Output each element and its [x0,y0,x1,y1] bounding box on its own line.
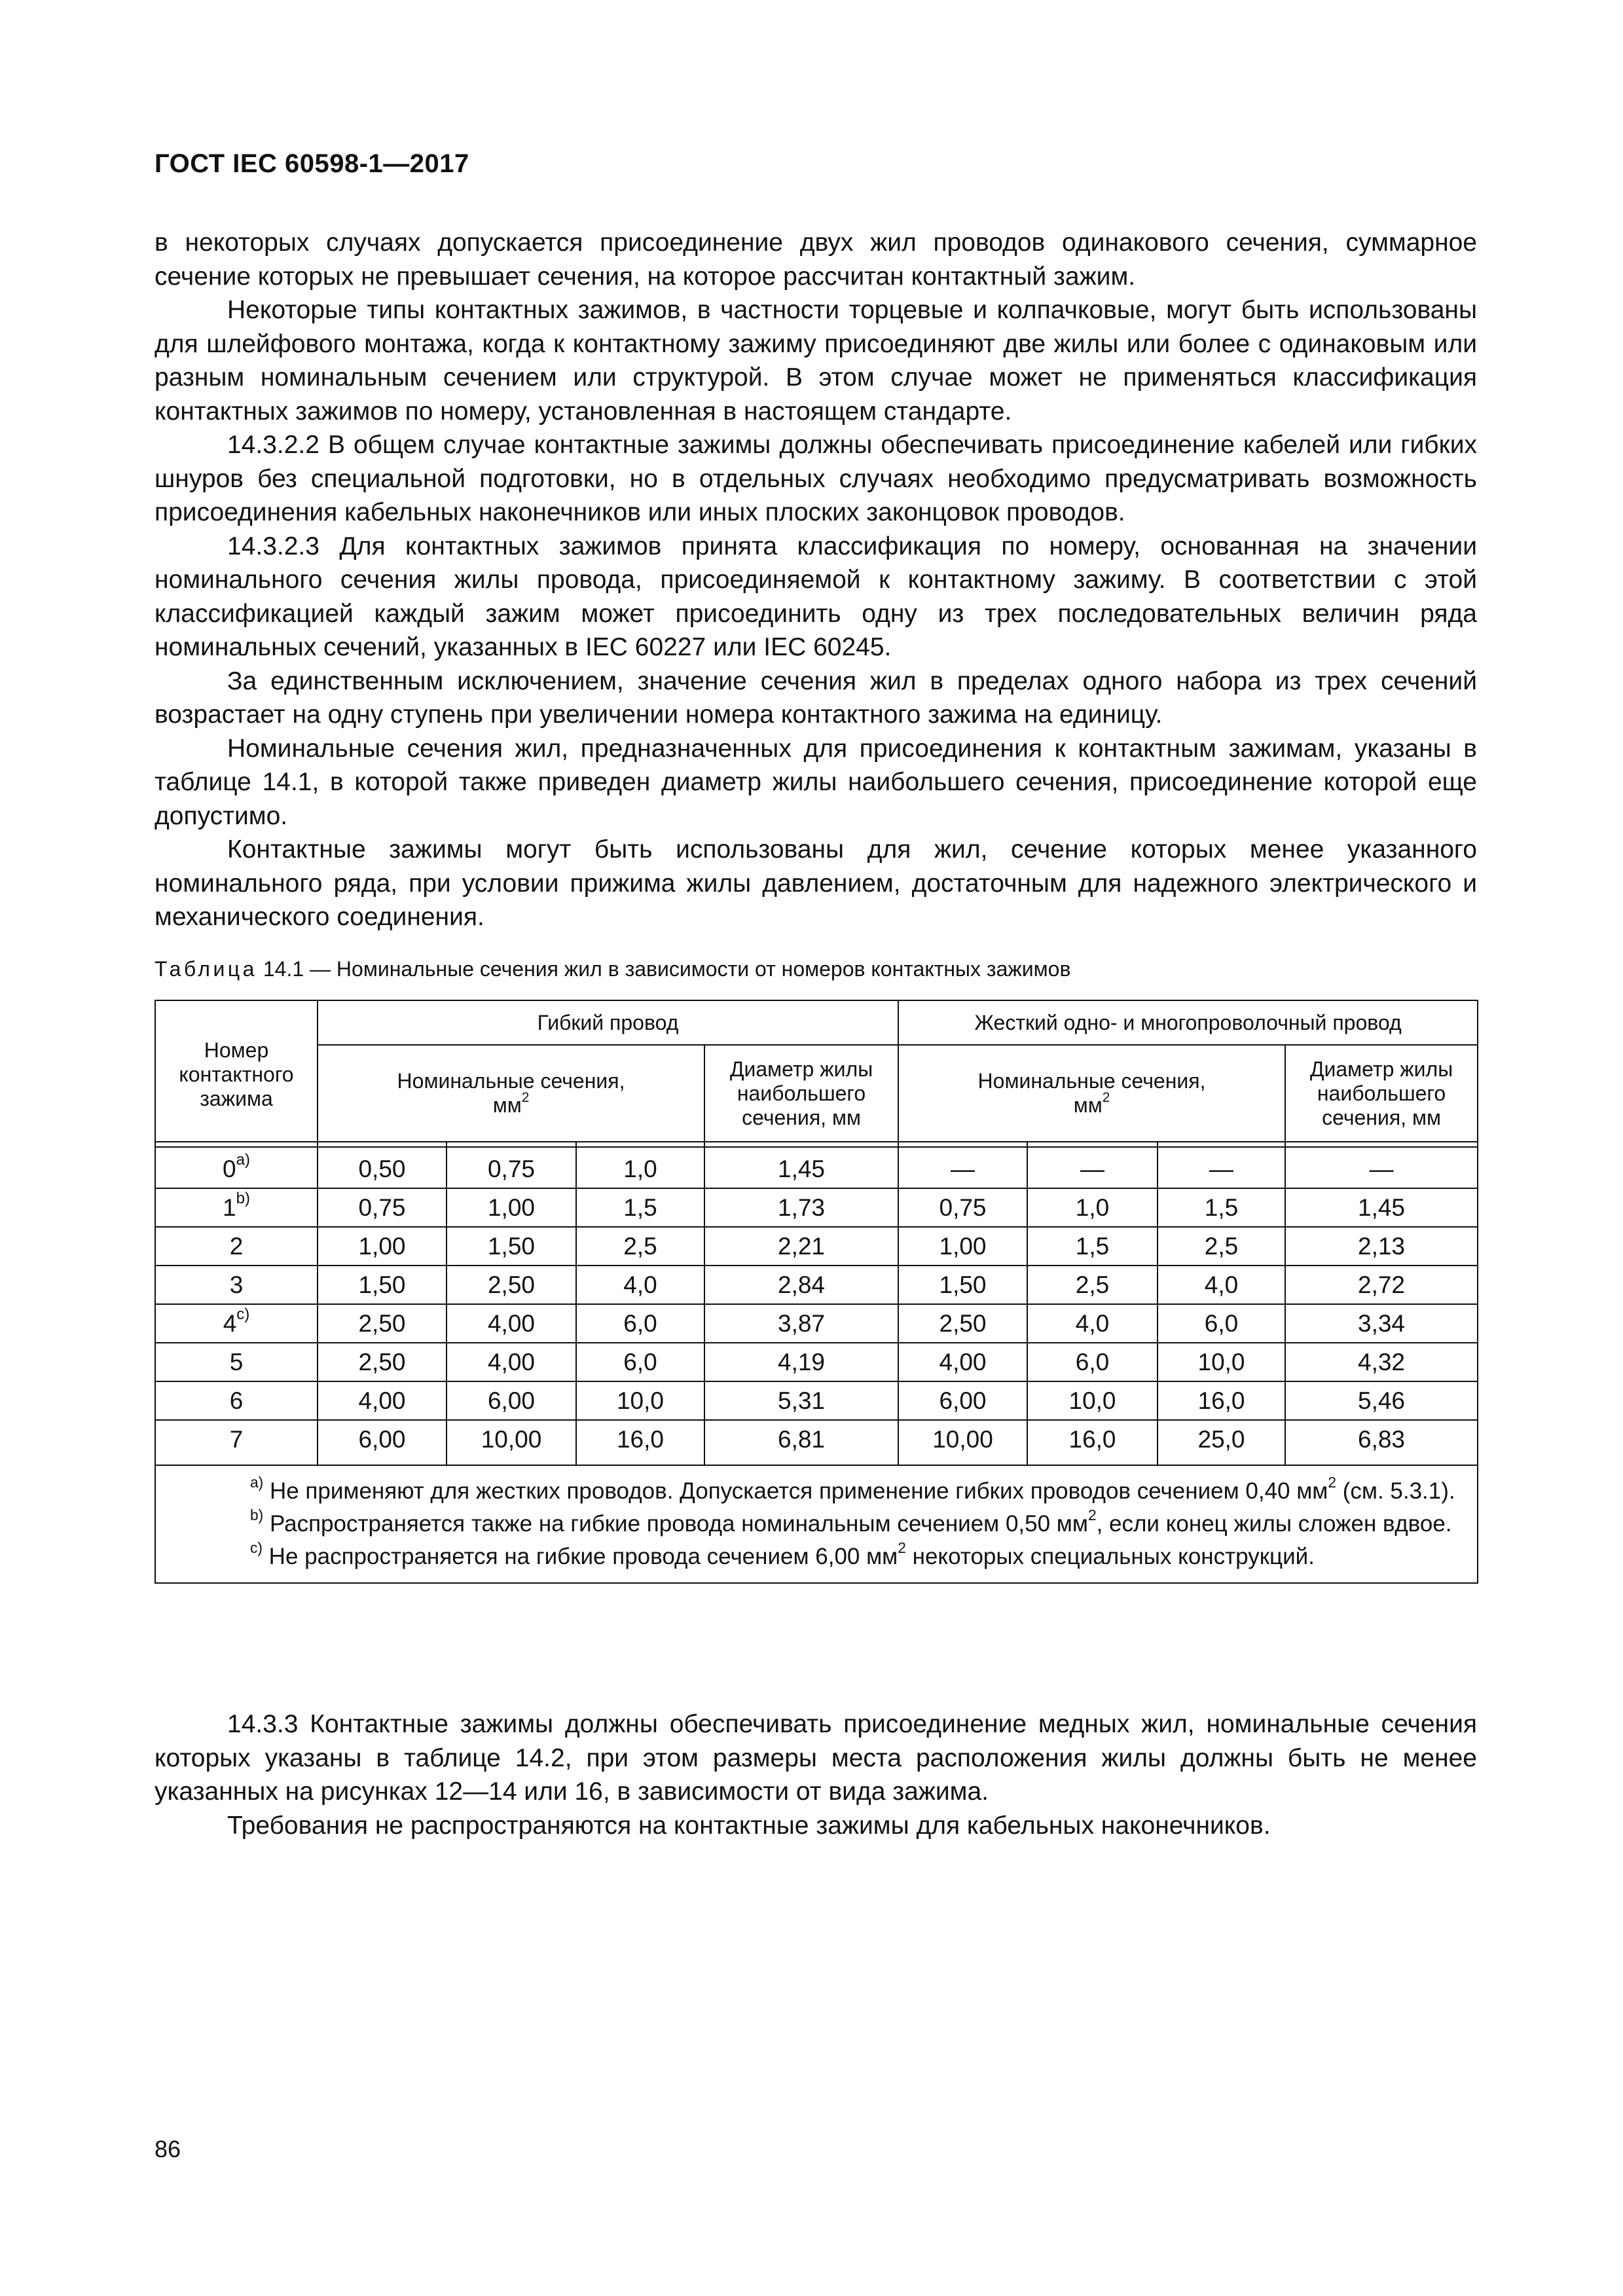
footnote-a: $^{a)}$ Не применяют для жестких проводов. Допускается применение гибких проводов сечением 0,40 $мм^2$ (см. 5.3.1). [250,1473,1455,1504]
table-row: 4$^{c)}$ 2,50 4,00 6,0 3,87 2,50 4,0 6,0 3,34 [155,1304,1478,1343]
table-caption-text: 14.1 — Номинальные сечения жил в зависимости от номеров контактных зажимов [257,957,1071,981]
table-row: 1$^{b)}$ 0,75 1,00 1,5 1,73 0,75 1,0 1,5 1,45 [155,1188,1478,1227]
paragraph: Требования не распространяются на контактные зажимы для кабельных наконечников. [227,1811,1271,1840]
document-header: ГОСТ IEC 60598-1—2017 [155,149,469,178]
paragraph: 14.3.2.3 Для контактных зажимов принята классификация по номеру, основанная на значении номинального сечения жилы провода, присоединяемой к контактному зажиму. В соответствии с этой классификацией каждый зажим может присоединить одну из трех последовательных величин ряда номинальных сечений, указанных в IEC 60227 или IEC 60245. [155,532,1477,661]
paragraph: Контактные зажимы могут быть использованы для жил, сечение которых менее указанного номинального ряда, при условии прижима жилы давлением, достаточным для надежного электрического и механического соединения. [155,835,1477,931]
header-rigid-diameter: Диаметр жилы наибольшего сечения, мм [1285,1045,1478,1142]
header-rigid: Жесткий одно- и многопроволочный провод [898,1000,1478,1045]
table-caption-label: Таблица [155,957,257,981]
table-caption [155,956,1070,982]
cross-section-table [155,1000,1478,1584]
table-footnotes [155,1465,1478,1583]
intro-text [155,226,1477,934]
footnote-b: $^{b)}$ Распространяется также на гибкие провода номинальным сечением 0,50 $мм^2$, если конец жилы сложен вдвое. [250,1506,1452,1537]
paragraph: 14.3.3 Контактные зажимы должны обеспечивать присоединение медных жил, номинальные сечения которых указаны в таблице 14.2, при этом размеры места расположения жилы должны быть не менее указанных на рисунках 12—14 или 16, в зависимости от вида зажима. [155,1710,1477,1806]
table-row: 6 4,00 6,00 10,0 5,31 6,00 10,0 16,0 5,46 [155,1381,1478,1420]
table-row: 5 2,50 4,00 6,0 4,19 4,00 6,0 10,0 4,32 [155,1343,1478,1381]
paragraph: За единственным исключением, значение сечения жил в пределах одного набора из трех сечений возрастает на одну ступень при увеличении номера контактного зажима на единицу. [155,666,1477,729]
table-row: 2 1,00 1,50 2,5 2,21 1,00 1,5 2,5 2,13 [155,1227,1478,1266]
header-flexible: Гибкий провод [318,1000,898,1045]
header-rigid-nominal: Номинальные сечения, $мм^2$ [898,1045,1285,1142]
paragraph: Некоторые типы контактных зажимов, в частности торцевые и колпачковые, могут быть использованы для шлейфового монтажа, когда к контактному зажиму присоединяют две жилы или более с одинаковым или разным номинальным сечением или структурой. В этом случае может не применяться классификация контактных зажимов по номеру, установленная в настоящем стандарте. [155,296,1477,426]
outro-text [155,1707,1477,1842]
footnote-c: $^{c)}$ Не распространяется на гибкие провода сечением 6,00 $мм^2$ некоторых специальных конструкций. [250,1539,1315,1569]
header-flexible-nominal: Номинальные сечения, $мм^2$ [318,1045,704,1142]
page-number: 86 [155,2136,181,2162]
paragraph: 14.3.2.2 В общем случае контактные зажимы должны обеспечивать присоединение кабелей или гибких шнуров без специальной подготовки, но в отдельных случаях необходимо предусматривать возможность присоединения кабельных наконечников или иных плоских законцовок проводов. [155,431,1477,526]
paragraph: Номинальные сечения жил, предназначенных для присоединения к контактным зажимам, указаны в таблице 14.1, в которой также приведен диаметр жилы наибольшего сечения, присоединение которой еще допустимо. [155,734,1477,830]
header-number: Номер контактного зажима [155,1000,318,1142]
table-row: 3 1,50 2,50 4,0 2,84 1,50 2,5 4,0 2,72 [155,1266,1478,1304]
table-row: 0$^{a)}$ 0,50 0,75 1,0 1,45 — — — — [155,1147,1478,1188]
header-flexible-diameter: Диаметр жилы наибольшего сечения, мм [704,1045,898,1142]
table-row: 7 6,00 10,00 16,0 6,81 10,00 16,0 25,0 6,83 [155,1420,1478,1465]
paragraph: в некоторых случаях допускается присоединение двух жил проводов одинакового сечения, суммарное сечение которых не превышает сечения, на которое рассчитан контактный зажим. [155,228,1477,291]
